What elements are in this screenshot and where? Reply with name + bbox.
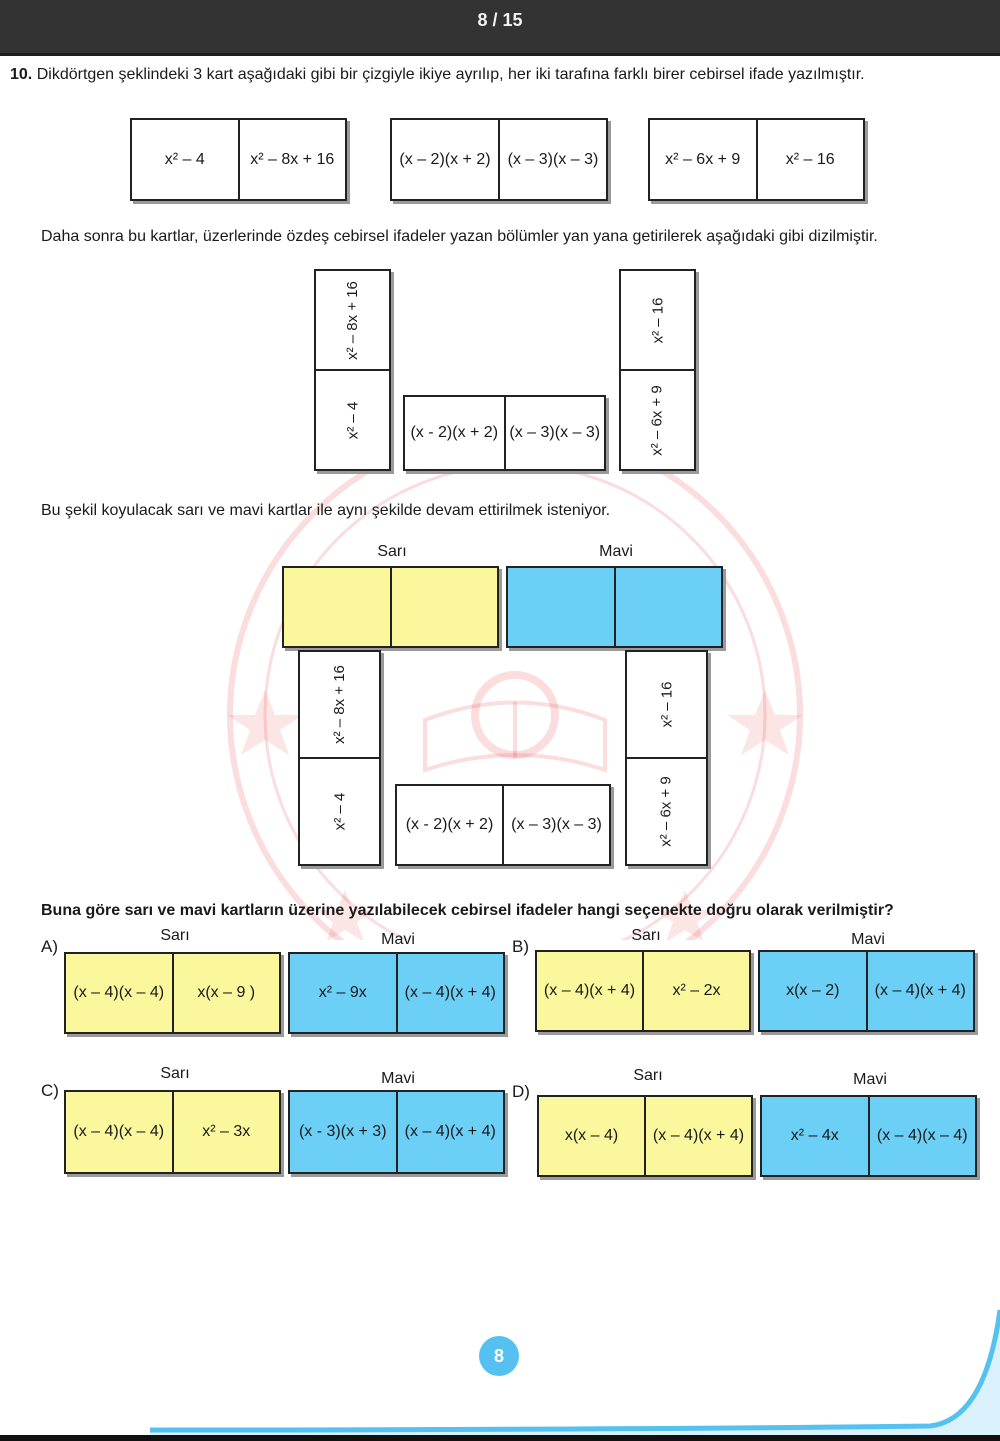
arrangement2-right-bottom: x² – 6x + 9 [657,776,675,847]
yellow-card-blank [282,566,499,648]
option-b-letter[interactable]: B) [512,937,529,956]
arrangement2-middle-right: (x – 3)(x – 3) [502,786,609,864]
option-b-yellow-left: (x – 4)(x + 4) [543,982,636,999]
option-a-yellow-right: x(x – 9 ) [172,954,280,1032]
option-b-blue-right: (x – 4)(x + 4) [866,952,974,1030]
option-d-yellow-label: Sarı [633,1067,663,1084]
option-d-blue-right: (x – 4)(x – 4) [868,1097,976,1175]
arrangement-middle-left: (x - 2)(x + 2) [410,424,499,441]
card-1 [130,118,347,201]
option-c-yellow-left: (x – 4)(x – 4) [73,1123,165,1140]
arrangement-left-card [314,269,391,471]
card-1-left: x² – 4 [164,150,205,168]
option-b-yellow-card[interactable] [535,950,751,1032]
arrangement2-right-card [625,650,708,866]
option-c-letter[interactable]: C) [41,1081,59,1100]
option-a-blue-right: (x – 4)(x + 4) [396,954,504,1032]
option-c-blue-card[interactable] [288,1090,505,1174]
option-c-yellow-right: x² – 3x [172,1092,280,1172]
option-d-blue-card[interactable] [760,1095,977,1177]
option-d-yellow-right: (x – 4)(x + 4) [644,1097,751,1175]
arrangement-left-top: x² – 8x + 16 [344,280,362,360]
option-b-blue-label: Mavi [851,931,885,948]
arrangement2-middle-left: (x - 2)(x + 2) [405,816,494,833]
arrangement-left-bottom: x² – 4 [343,401,361,439]
option-d-yellow-card[interactable] [537,1095,753,1177]
question-header [10,66,865,84]
question-intro: Dikdörtgen şeklindeki 3 kart aşağıdaki gibi bir çizgiyle ikiye ayrılıp, her iki tarafına farklı birer cebirsel ifade yazılmıştır. [36,66,865,83]
step2-text: Daha sonra bu kartlar, üzerlerinde özdeş cebirsel ifadeler yazan bölümler yan yana getirilerek aşağıdaki gibi dizilmiştir. [41,228,878,245]
arrangement2-left-bottom: x² – 4 [330,792,348,831]
card-3 [648,118,865,201]
arrangement-right-card [619,269,696,471]
option-b-yellow-label: Sarı [631,927,661,944]
option-a-yellow-left: (x – 4)(x – 4) [73,984,165,1001]
step3-text: Bu şekil koyulacak sarı ve mavi kartlar ile aynı şekilde devam ettirilmek isteniyor. [41,502,611,519]
option-d-letter[interactable]: D) [512,1082,530,1101]
arrangement-right-bottom: x² – 6x + 9 [648,384,666,456]
arrangement-right-top: x² – 16 [648,297,666,343]
card-2-right: (x – 3)(x – 3) [498,120,606,199]
option-d-blue-left: x² – 4x [790,1127,839,1144]
arrangement-middle-right: (x – 3)(x – 3) [504,397,605,469]
arrangement2-right-top: x² – 16 [657,681,675,728]
question-prompt: Buna göre sarı ve mavi kartların üzerine yazılabilecek cebirsel ifadeler hangi seçenekte doğru olarak verilmiştir? [41,902,894,919]
option-b-yellow-right: x² – 2x [642,952,749,1030]
option-a-letter[interactable]: A) [41,937,58,956]
option-c-yellow-label: Sarı [160,1065,190,1082]
card-2 [390,118,608,201]
option-c-blue-label: Mavi [381,1070,415,1087]
card-1-right: x² – 8x + 16 [238,120,346,199]
yellow-label: Sarı [377,543,407,560]
option-c-blue-right: (x – 4)(x + 4) [396,1092,504,1172]
blue-card-blank [506,566,723,648]
page-number-badge: 8 [479,1336,519,1376]
question-number: 10. [10,66,33,83]
blue-label: Mavi [599,543,633,560]
card-2-left: (x – 2)(x + 2) [399,150,491,168]
arrangement2-middle-card [395,784,611,866]
option-a-yellow-label: Sarı [160,927,190,944]
option-b-blue-card[interactable] [758,950,975,1032]
arrangement-middle-card [403,395,606,471]
option-a-blue-left: x² – 9x [318,984,367,1001]
option-c-blue-left: (x - 3)(x + 3) [298,1123,387,1140]
arrangement2-left-card [298,650,381,866]
card-3-left: x² – 6x + 9 [665,150,741,168]
option-a-blue-label: Mavi [381,931,415,948]
option-a-yellow-card[interactable] [64,952,281,1034]
top-bar [0,0,1000,56]
option-c-yellow-card[interactable] [64,1090,281,1174]
page-indicator: 8 / 15 [477,10,523,30]
option-a-blue-card[interactable] [288,952,505,1034]
card-3-right: x² – 16 [756,120,864,199]
arrangement2-left-top: x² – 8x + 16 [330,665,348,744]
option-d-blue-label: Mavi [853,1071,887,1088]
option-d-yellow-left: x(x – 4) [564,1127,619,1144]
option-b-blue-left: x(x – 2) [786,982,840,999]
